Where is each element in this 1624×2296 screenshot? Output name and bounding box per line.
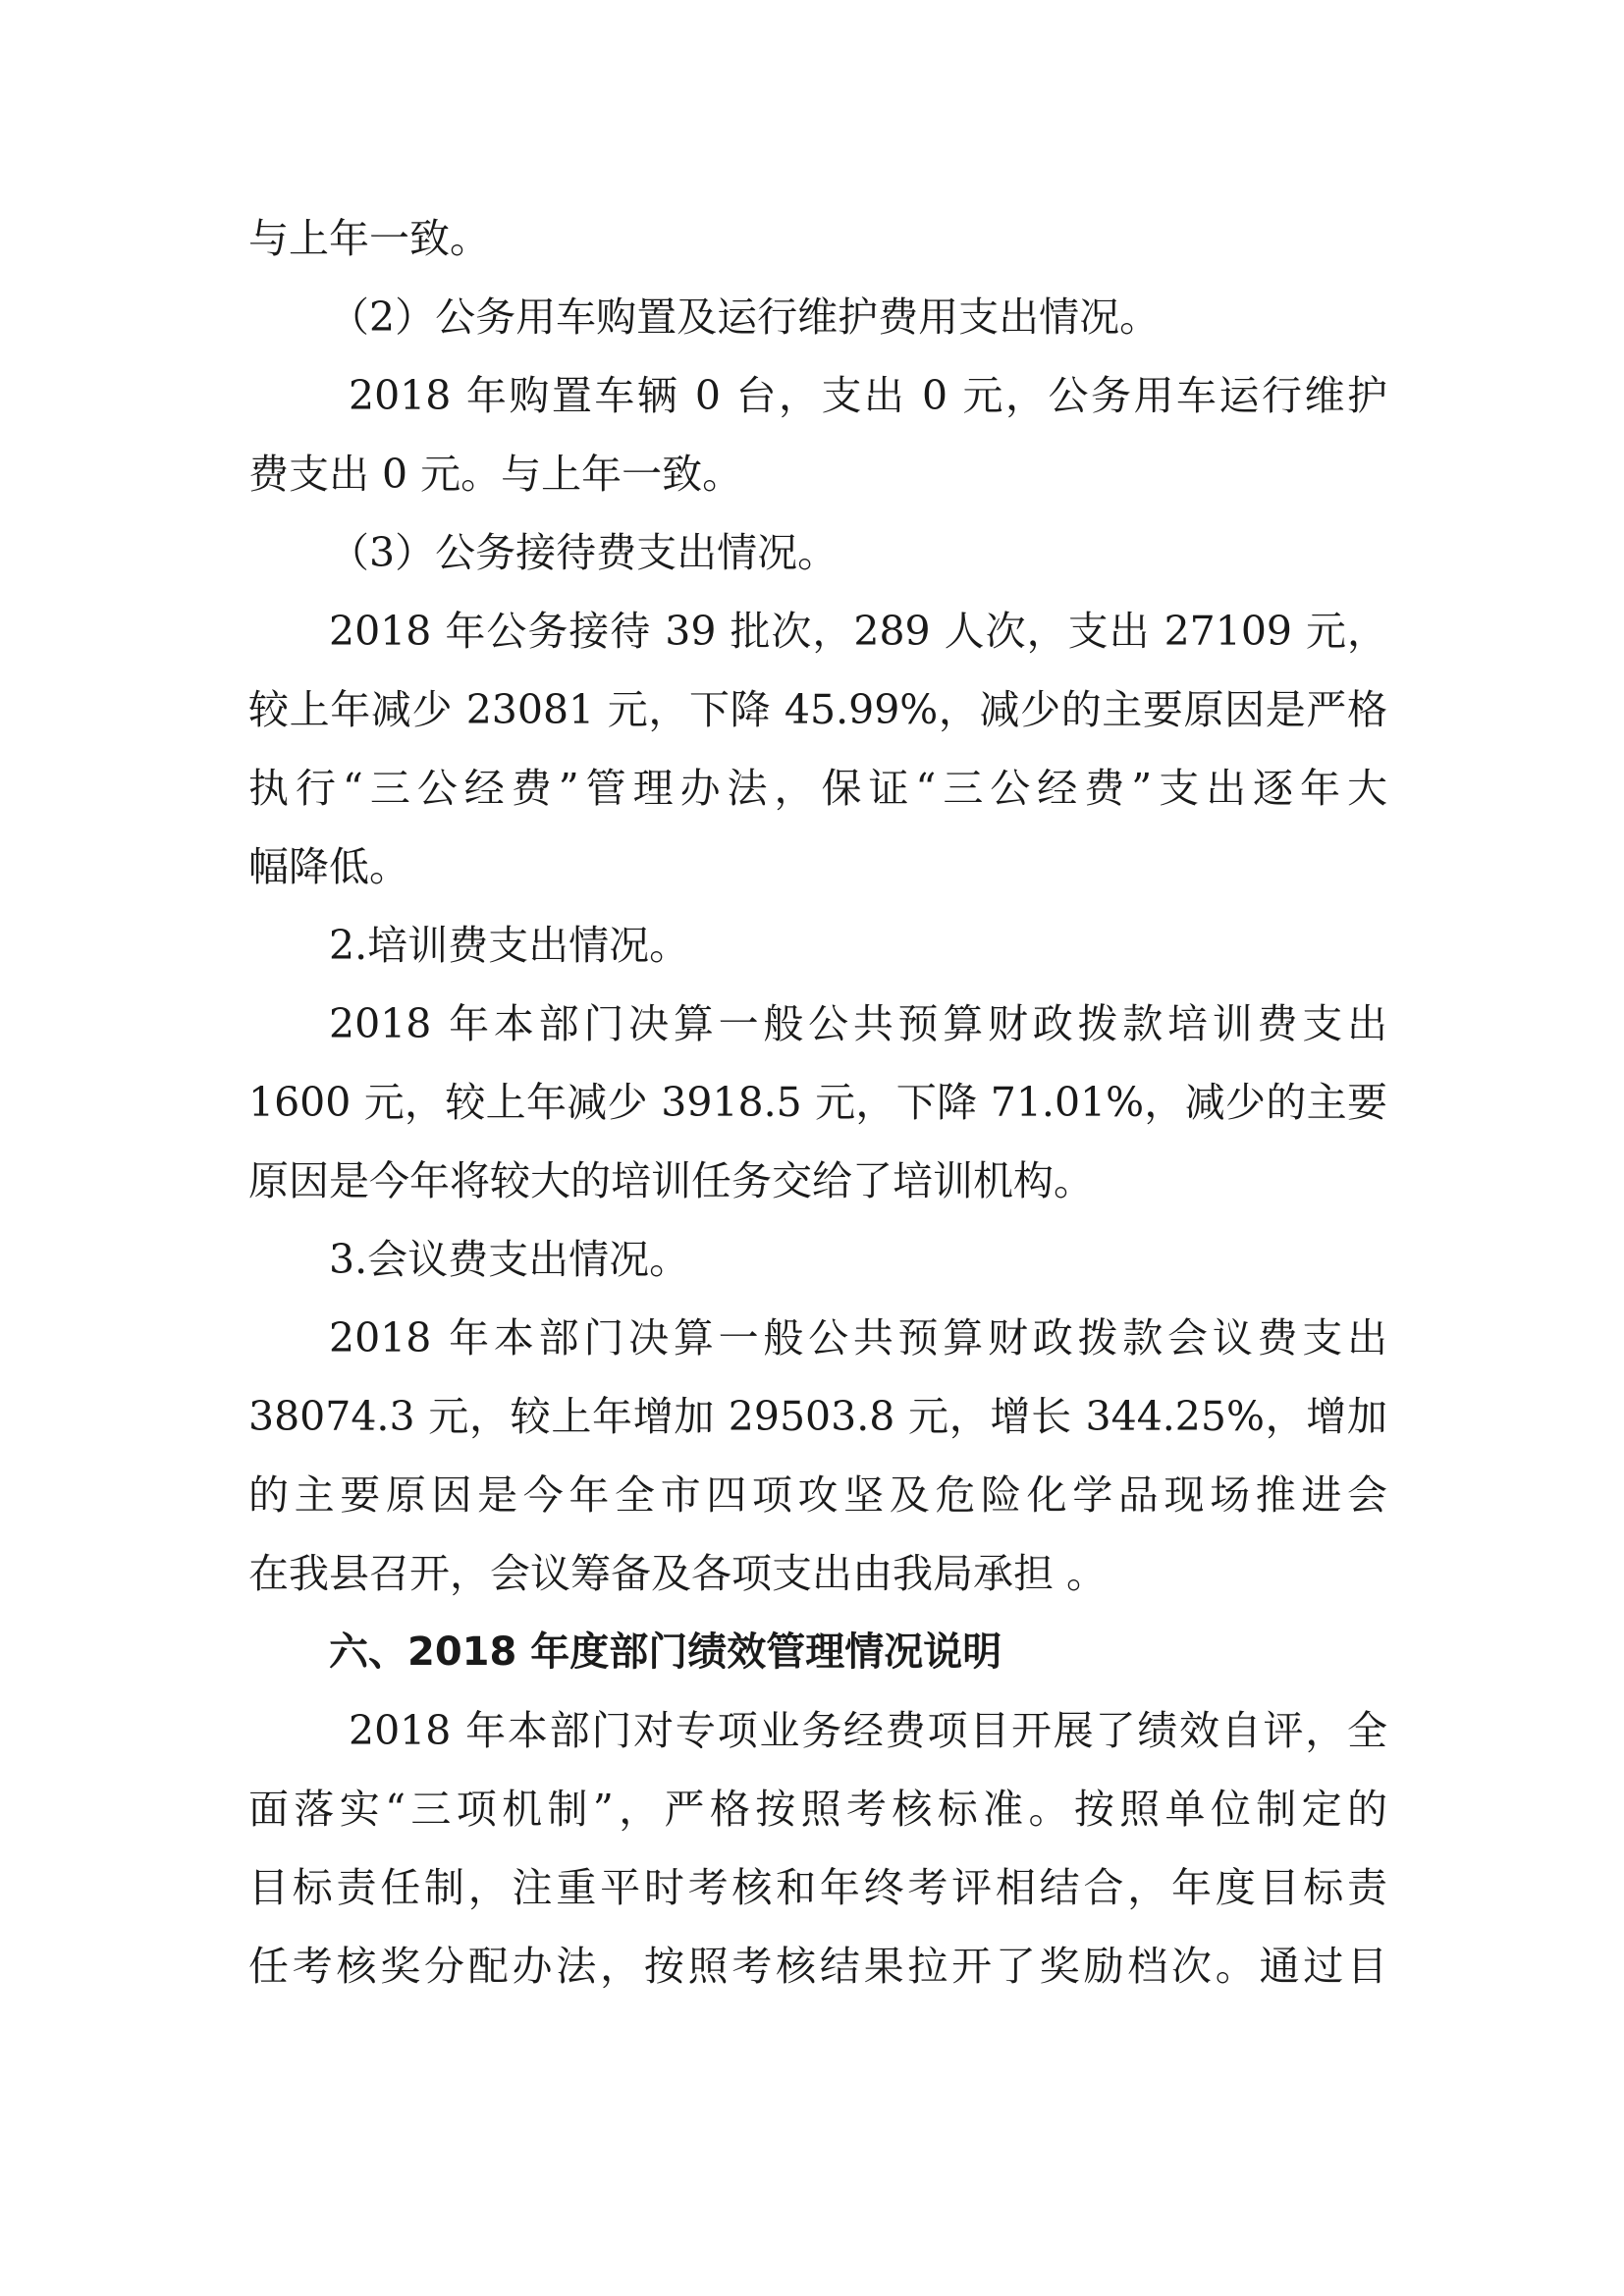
paragraph-line: 的主要原因是今年全市四项攻坚及危险化学品现场推进会 (248, 1471, 1387, 1519)
paragraph-line: 在我县召开，会议筹备及各项支出由我局承担 。 (248, 1550, 1108, 1597)
paragraph-line: 2018 年本部门对专项业务经费项目开展了绩效自评，全 (349, 1707, 1387, 1754)
subsection-heading-training: 2.培训费支出情况。 (329, 922, 690, 969)
subsection-heading-vehicle: （2）公务用车购置及运行维护费用支出情况。 (329, 294, 1161, 341)
paragraph-line: 1600 元，较上年减少 3918.5 元，下降 71.01%，减少的主要 (248, 1079, 1387, 1126)
paragraph-line: 原因是今年将较大的培训任务交给了培训机构。 (248, 1157, 1094, 1204)
subsection-heading-reception: （3）公务接待费支出情况。 (329, 529, 839, 576)
paragraph-line: 38074.3 元，较上年增加 29503.8 元，增长 344.25%，增加 (248, 1393, 1387, 1440)
paragraph-line: 目标责任制，注重平时考核和年终考评相结合，年度目标责 (248, 1864, 1387, 1911)
paragraph-line: 2018 年本部门决算一般公共预算财政拨款会议费支出 (329, 1314, 1387, 1362)
paragraph-line: 执行“三公经费”管理办法，保证“三公经费”支出逐年大 (248, 765, 1387, 812)
paragraph-line: 2018 年购置车辆 0 台，支出 0 元，公务用车运行维护 (349, 372, 1387, 419)
paragraph-line: 任考核奖分配办法，按照考核结果拉开了奖励档次。通过目 (248, 1943, 1387, 1990)
paragraph-line: 与上年一致。 (248, 215, 490, 262)
paragraph-line: 面落实“三项机制”，严格按照考核标准。按照单位制定的 (248, 1786, 1387, 1833)
subsection-heading-meeting: 3.会议费支出情况。 (329, 1236, 690, 1283)
paragraph-line: 费支出 0 元。与上年一致。 (248, 451, 743, 498)
paragraph-line: 2018 年本部门决算一般公共预算财政拨款培训费支出 (329, 1000, 1387, 1047)
paragraph-line: 幅降低。 (248, 843, 409, 890)
paragraph-line: 2018 年公务接待 39 批次，289 人次，支出 27109 元， (329, 608, 1387, 655)
section-heading-performance: 六、2018 年度部门绩效管理情况说明 (329, 1629, 1002, 1675)
paragraph-line: 较上年减少 23081 元，下降 45.99%，减少的主要原因是严格 (248, 686, 1387, 733)
